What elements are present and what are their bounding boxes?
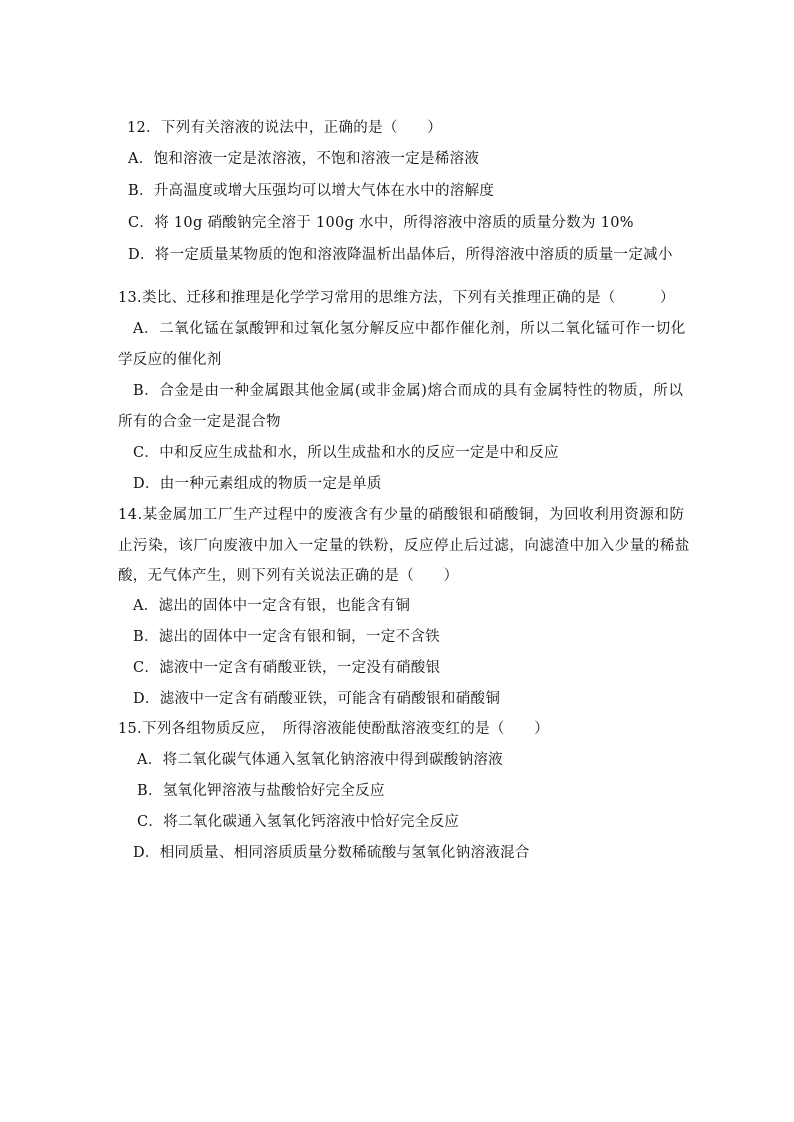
question-14-option-a: A．滤出的固体中一定含有银，也能含有铜 [133, 598, 411, 614]
question-15-option-b: B．氢氧化钾溶液与盐酸恰好完全反应 [137, 783, 385, 799]
question-13-option-b: B．合金是由一种金属跟其他金属(或非金属)熔合而成的具有金属特性的物质，所以 [133, 383, 684, 399]
question-12-option-a: A．饱和溶液一定是浓溶液，不饱和溶液一定是稀溶液 [128, 151, 480, 167]
question-14-stem-line-1: 14.某金属加工厂生产过程中的废液含有少量的硝酸银和硝酸铜，为回收利用资源和防 [118, 507, 685, 523]
question-13-stem: 13.类比、迁移和推理是化学学习常用的思维方法，下列有关推理正确的是（ ） [118, 290, 675, 306]
question-13-option-d: D．由一种元素组成的物质一定是单质 [133, 476, 382, 492]
question-15-option-d: D．相同质量、相同溶质质量分数稀硫酸与氢氧化钠溶液混合 [133, 845, 530, 861]
question-15-option-c: C．将二氧化碳通入氢氧化钙溶液中恰好完全反应 [137, 814, 460, 830]
question-13-option-a: A．二氧化锰在氯酸钾和过氧化氢分解反应中都作催化剂，所以二氧化锰可作一切化 [133, 321, 686, 337]
question-12-option-c: C．将 10g 硝酸钠完全溶于 100g 水中，所得溶液中溶质的质量分数为 10% [128, 215, 634, 231]
question-12-option-b: B．升高温度或增大压强均可以增大气体在水中的溶解度 [128, 183, 495, 199]
question-12-stem: 12．下列有关溶液的说法中，正确的是（ ） [127, 120, 443, 136]
question-13-option-c: C．中和反应生成盐和水，所以生成盐和水的反应一定是中和反应 [133, 445, 559, 461]
question-14-stem-line-2: 止污染，该厂向废液中加入一定量的铁粉，反应停止后过滤，向滤渣中加入少量的稀盐 [118, 538, 690, 554]
question-14-option-b: B．滤出的固体中一定含有银和铜，一定不含铁 [133, 629, 440, 645]
question-12-option-d: D．将一定质量某物质的饱和溶液降温析出晶体后，所得溶液中溶质的质量一定减小 [128, 247, 673, 263]
question-14-stem-line-3: 酸，无气体产生，则下列有关说法正确的是（ ） [118, 568, 459, 584]
question-14-option-c: C．滤液中一定含有硝酸亚铁，一定没有硝酸银 [133, 660, 441, 676]
question-13-option-b-continued: 所有的合金一定是混合物 [118, 414, 281, 430]
question-13-option-a-continued: 学反应的催化剂 [118, 352, 222, 368]
question-14-option-d: D．滤液中一定含有硝酸亚铁，可能含有硝酸银和硝酸铜 [133, 691, 501, 707]
question-15-option-a: A．将二氧化碳气体通入氢氧化钠溶液中得到碳酸钠溶液 [137, 752, 503, 768]
question-15-stem: 15.下列各组物质反应， 所得溶液能使酚酞溶液变红的是（ ） [118, 721, 550, 737]
